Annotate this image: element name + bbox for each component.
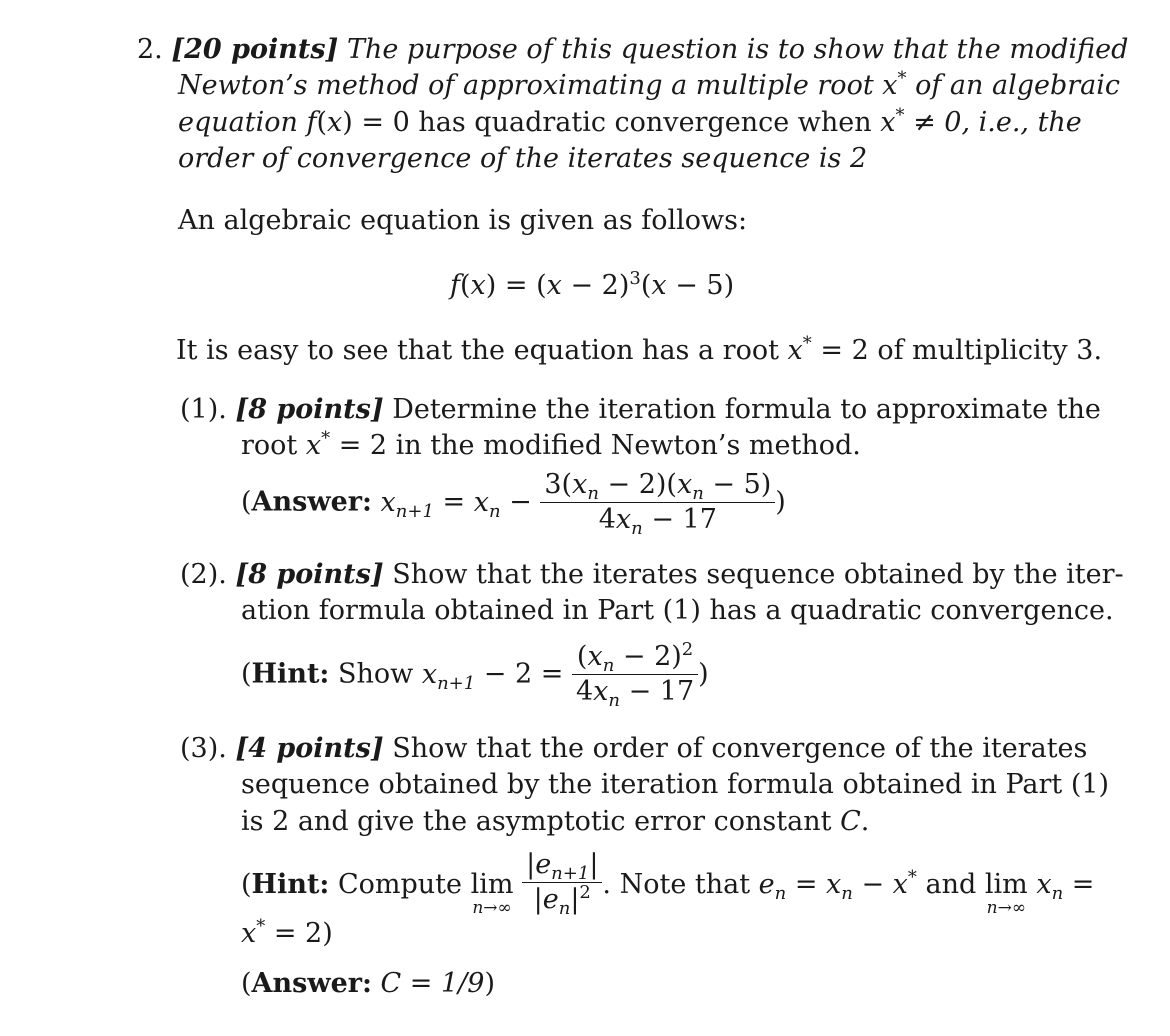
question-intro-3: of an algebraic — [915, 70, 1121, 101]
part1-text-2b: = 2 in the modified Newton’s method. — [338, 430, 861, 461]
part3-answer: (Answer: C = 1/9) — [241, 968, 495, 999]
part2-points: [8 points] — [235, 559, 384, 590]
part3-hint-text: Compute — [337, 869, 463, 900]
lim-word: lim — [470, 869, 514, 900]
root-statement: It is easy to see that the equation has a root x* = 2 of multiplicity 3. — [176, 333, 1103, 366]
part3-answer-value: C = 1/9 — [380, 968, 485, 999]
part2-hint-fraction: $\frac{(x_n - 2)^2}{4x_n - 17}$ — [572, 642, 698, 707]
part3-points: [4 points] — [235, 733, 384, 764]
root-text-1: It is easy to see that the equation has a root — [176, 335, 779, 366]
part2-line-1 — [180, 557, 1124, 593]
part2-line-2: ation formula obtained in Part (1) has a quadratic convergence. — [241, 595, 1114, 626]
part3-hint: (Hint: Compute lim n→∞ $\frac{|e_{n+1}|}{|e_n|^2}$ . Note that $e_n = x_n - x^*$ and lim n→∞ $x_n$ = — [241, 849, 1095, 919]
question-number: 2. — [137, 34, 163, 65]
lim-under: n→∞ — [472, 898, 512, 918]
part3-hint-label: Hint: — [251, 869, 330, 900]
question-intro-4: equation — [178, 107, 298, 138]
question-intro-1: The purpose of this question is to show that the modified — [346, 34, 1129, 65]
part3-text-3: is 2 and give the asymptotic error constant — [241, 806, 832, 837]
main-equation: $f(x) = (x - 2)^3(x - 5)$ — [450, 268, 735, 301]
question-intro-6: ≠ 0, i.e., the — [913, 107, 1082, 138]
question-intro-2: Newton’s method of approximating a multiple root — [178, 70, 874, 101]
part3-hint-fraction: $\frac{|e_{n+1}|}{|e_n|^2}$ — [522, 850, 602, 915]
question-line-1 — [137, 32, 1129, 68]
part2-hint-text: Show — [337, 658, 414, 690]
part2-hint: (Hint: Show $x_{n+1} - 2$ = $\frac{(x_n - 2)^2}{4x_n - 17}$ ) — [241, 639, 709, 711]
part3-limit-2: lim n→∞ — [984, 869, 1028, 918]
part3-text-1: Show that the order of convergence of the iterates — [392, 733, 1088, 764]
part2-text-1: Show that the iterates sequence obtained by the iter- — [392, 559, 1124, 590]
part3-and-text: and — [925, 869, 977, 900]
part1-text-2a: root — [241, 430, 298, 461]
root-symbol-2: x* — [880, 105, 905, 138]
part1-label: (1). — [180, 394, 227, 425]
given-text: An algebraic equation is given as follows: — [178, 205, 748, 236]
question-line-2 — [178, 68, 1121, 104]
part3-label: (3). — [180, 733, 227, 764]
part2-hint-label: Hint: — [251, 658, 330, 690]
question-points: [20 points] — [171, 34, 339, 65]
part3-answer-label: Answer: — [251, 968, 372, 999]
question-intro-5: = 0 has quadratic convergence when — [361, 107, 872, 138]
part1-answer: (Answer: $x_{n+1} = x_n$ − $\frac{3(x_n - 2)(x_n - 5)}{4x_n - 17}$ ) — [241, 469, 786, 539]
fx-symbol: f — [306, 107, 317, 138]
part3-limit — [471, 871, 514, 917]
question-intro-7: order of convergence of the iterates sequence is 2 — [178, 143, 868, 174]
part3-line-1 — [180, 731, 1088, 767]
question-line-3: equation f(x) = 0 has quadratic convergence when x* ≠ 0, i.e., the — [178, 105, 1082, 138]
part1-answer-fraction: $\frac{3(x_n - 2)(x_n - 5)}{4x_n - 17}$ — [540, 470, 775, 535]
part1-text-1: Determine the iteration formula to approximate the — [392, 394, 1101, 425]
root-symbol: x* — [882, 68, 907, 101]
part1-line-1 — [180, 392, 1101, 428]
part3-line-2: sequence obtained by the iteration formula obtained in Part (1) — [241, 769, 1110, 800]
part3-hint-line-2: x* = 2) — [241, 916, 333, 949]
part1-answer-label: Answer: — [251, 486, 372, 518]
part2-label: (2). — [180, 559, 227, 590]
part1-line-2: root x* = 2 in the modified Newton’s method. — [241, 428, 861, 461]
part3-note-text: . Note that — [602, 869, 751, 900]
part1-points: [8 points] — [235, 394, 384, 425]
part3-line-3: is 2 and give the asymptotic error constant C. — [241, 806, 870, 837]
root-text-2: = 2 of multiplicity 3. — [820, 335, 1103, 366]
question-line-4 — [178, 141, 867, 177]
